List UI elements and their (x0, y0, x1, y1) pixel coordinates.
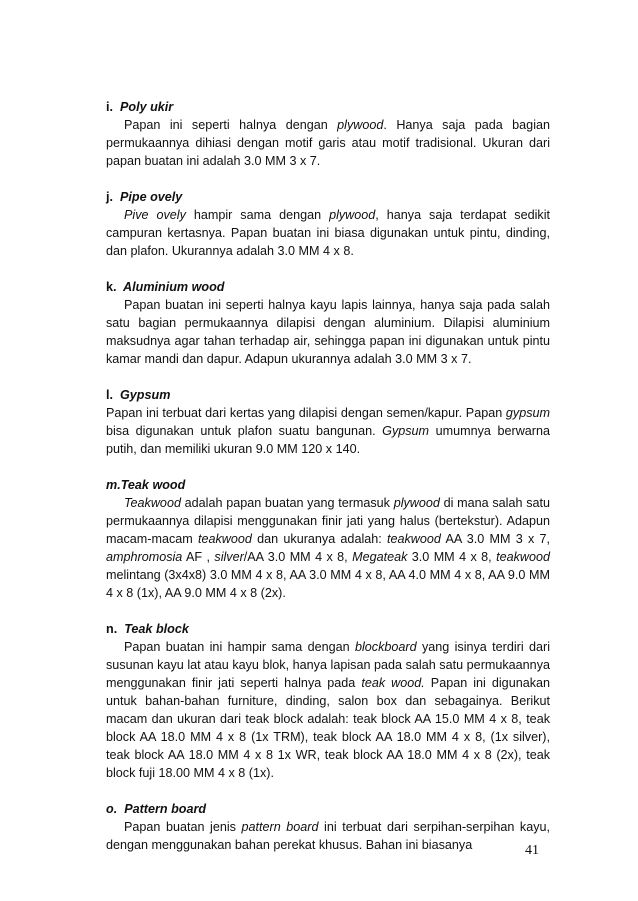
section-heading (106, 188, 550, 206)
section-letter: k. (106, 280, 117, 294)
page-number: 41 (525, 843, 539, 858)
text-run: ini terbuat dari serpihan-serpihan kayu, dengan menggunakan bahan perekat khusus. Bahan ini biasanya (106, 820, 551, 852)
section-paragraph (106, 494, 550, 602)
section-paragraph (106, 206, 550, 260)
text-run: Papan buatan ini hampir sama dengan (124, 640, 355, 654)
text-run: yang isinya terdiri dari susunan kayu lat atau kayu blok, hanya lapisan pada salah satu permukaannya menggunakan finir jati seperti halnya pada (106, 640, 550, 690)
section-m (106, 476, 550, 602)
section-paragraph (106, 404, 550, 458)
section-i (106, 98, 550, 170)
text-run: umumnya berwarna putih, dan memiliki ukuran 9.0 MM 120 x 140. (106, 424, 550, 456)
section-o (106, 800, 550, 854)
section-title: Teak block (124, 622, 189, 636)
italic-term: Gypsum (382, 424, 430, 438)
section-title: Aluminium wood (123, 280, 225, 294)
text-run: bisa digunakan untuk plafon suatu bangunan. (106, 424, 383, 438)
section-l (106, 386, 550, 458)
text-run: AF , (182, 550, 215, 564)
italic-term: silver (214, 550, 244, 564)
section-heading (106, 386, 550, 404)
section-paragraph (106, 818, 550, 854)
italic-term: amphromosia (106, 550, 183, 564)
section-heading (106, 620, 550, 638)
text-run: Papan buatan jenis (124, 820, 242, 834)
text-run: melintang (3x4x8) 3.0 MM 4 x 8, AA 3.0 MM 4 x 8, AA 4.0 MM 4 x 8, AA 9.0 MM 4 x 8 (1x), AA 9.0 MM 4 x 8 (2x). (106, 568, 550, 600)
italic-term: pattern board (241, 820, 319, 834)
text-run: dan ukuranya adalah: (251, 532, 387, 546)
text-run: 3.0 MM 4 x 8, (407, 550, 497, 564)
section-n (106, 620, 550, 782)
text-run: Papan ini seperti halnya dengan (124, 118, 338, 132)
text-run: adalah papan buatan yang termasuk (180, 496, 394, 510)
text-run: /AA 3.0 MM 4 x 8, (243, 550, 353, 564)
section-j (106, 188, 550, 260)
italic-term: teak wood. (361, 676, 425, 690)
section-title: Gypsum (120, 388, 171, 402)
section-heading (106, 98, 550, 116)
section-letter: j. (106, 190, 113, 204)
italic-term: plywood (329, 208, 376, 222)
section-letter: i. (106, 100, 113, 114)
section-paragraph (106, 296, 550, 368)
text-run: Papan buatan ini seperti halnya kayu lapis lainnya, hanya saja pada salah satu bagian permukaannya dilapisi dengan aluminium. Dilapisi aluminium maksudnya agar tahan terhadap air, sehingga papan ini digunakan untuk pintu kamar mandi dan dapur. Adapun ukurannya adalah 3.0 MM 3 x 7. (106, 298, 550, 366)
italic-term: plywood (337, 118, 384, 132)
section-paragraph (106, 638, 550, 782)
italic-term: teakwood (198, 532, 252, 546)
section-letter: o. (106, 802, 118, 816)
italic-term: plywood (393, 496, 440, 510)
italic-term: Pive ovely (124, 208, 186, 222)
italic-term: teakwood (386, 532, 441, 546)
section-heading (106, 278, 550, 296)
text-run: AA 3.0 MM 3 x 7, (440, 532, 550, 546)
italic-term: teakwood (496, 550, 550, 564)
section-title: Pattern board (124, 802, 207, 816)
text-run: Papan ini terbuat dari kertas yang dilapisi dengan semen/kapur. Papan (106, 406, 506, 420)
text-run: Papan ini digunakan untuk bahan-bahan furniture, dinding, salon box dan sebagainya. Berikut macam dan ukuran dari teak block adalah: teak block AA 15.0 MM 4 x 8, teak block AA 18.0 MM 4 x 8 (1x TRM), teak block AA 18.0 MM 4 x 8, (1x silver), teak block AA 18.0 MM 4 x 8 1x WR, teak block AA 18.0 MM 4 x 8 (2x), teak block fuji 18.00 MM 4 x 8 (1x). (106, 676, 551, 780)
text-run: hampir sama dengan (185, 208, 330, 222)
document-page (106, 98, 550, 872)
section-heading (106, 476, 550, 494)
section-k (106, 278, 550, 368)
section-title: Pipe ovely (120, 190, 183, 204)
section-heading (106, 800, 550, 818)
section-letter: m. (106, 478, 121, 492)
sections-container (106, 98, 550, 854)
section-title: Poly ukir (120, 100, 174, 114)
section-title: Teak wood (120, 478, 186, 492)
italic-term: blockboard (354, 640, 417, 654)
section-paragraph (106, 116, 550, 170)
text-run: di mana salah satu permukaannya dilapisi menggunakan finir jati yang halus (bertekstur). Adapun macam-macam (106, 496, 550, 546)
text-run: . Hanya saja pada bagian permukaannya dihiasi dengan motif garis atau motif tradisional. Ukuran dari papan buatan ini adalah 3.0 MM 3 x 7. (106, 118, 550, 168)
section-letter: l. (106, 388, 113, 402)
text-run: , hanya saja terdapat sedikit campuran kertasnya. Papan buatan ini biasa digunakan untuk pintu, dinding, dan plafon. Ukurannya adalah 3.0 MM 4 x 8. (106, 208, 550, 258)
italic-term: gypsum (505, 406, 550, 420)
italic-term: Teakwood (124, 496, 181, 510)
italic-term: Megateak (352, 550, 408, 564)
section-letter: n. (106, 622, 118, 636)
